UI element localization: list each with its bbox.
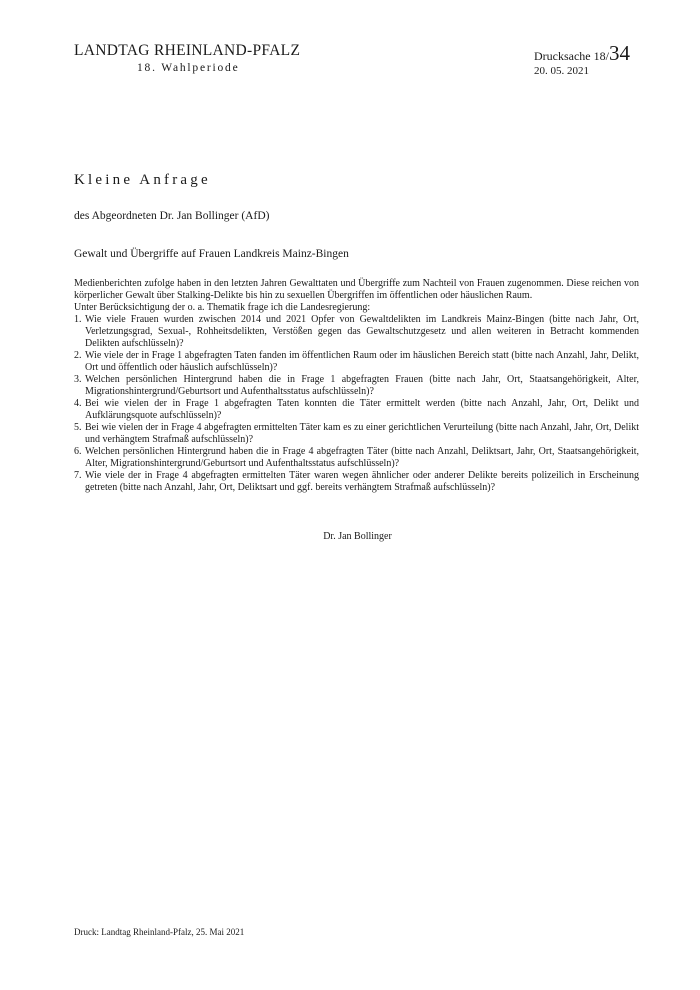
question-text: Welchen persönlichen Hintergrund haben die in Frage 4 abgefragten Täter (bitte nach Anzahl, Deliktsart, Jahr, Ort, Staatsangehörigkeit, Alter, Migrationshintergrund/Geburtsort und Aufenthaltsstatus aufschlüsseln)?	[85, 446, 639, 469]
question-item	[74, 422, 639, 446]
question-item	[74, 314, 639, 350]
question-text: Wie viele der in Frage 1 abgefragten Taten fanden im öffentlichen Raum oder im häuslichen Bereich statt (bitte nach Anzahl, Jahr, Delikt, Ort und öffentlich oder häuslich aufschlüsseln)?	[85, 350, 639, 373]
question-number: 1.	[74, 314, 82, 325]
document-date: 20. 05. 2021	[534, 65, 589, 77]
question-text: Bei wie vielen der in Frage 1 abgefragten Taten konnten die Täter ermittelt werden (bitte nach Anzahl, Jahr, Ort, Delikt und Aufklärungsquote aufschlüsseln)?	[85, 398, 639, 421]
question-text: Bei wie vielen der in Frage 4 abgefragten ermittelten Täter kam es zu einer gerichtlichen Verurteilung (bitte nach Anzahl, Jahr, Ort, Delikt und verhängtem Strafmaß aufschlüsseln)?	[85, 422, 639, 445]
question-item	[74, 470, 639, 494]
document-reference	[534, 41, 630, 77]
question-text: Wie viele der in Frage 4 abgefragten ermittelten Täter waren wegen ähnlicher oder anderer Delikte bereits polizeilich in Erscheinung getreten (bitte nach Anzahl, Jahr, Ort, Deliktsart und ggf. bereits verhängtem Strafmaß aufschlüsseln)?	[85, 470, 639, 493]
print-footer: Druck: Landtag Rheinland-Pfalz, 25. Mai 2021	[74, 927, 245, 937]
intro-paragraph: Medienberichten zufolge haben in den letzten Jahren Gewalttaten und Übergriffe zum Nachteil von Frauen zugenommen. Diese reichen von körperlicher Gewalt über Stalking-Delikte bis hin zu sexuellen Übergriffen im öffentlichen oder häuslichen Raum.	[74, 278, 639, 301]
question-text: Wie viele Frauen wurden zwischen 2014 und 2021 Opfer von Gewaltdelikten im Landkreis Mainz-Bingen (bitte nach Jahr, Ort, Verletzungsgrad, Sexual-, Rohheitsdelikten, Verstößen gegen das Gewaltschutzgesetz und allen weiteren in Betracht kommenden Delikten aufschlüsseln)?	[85, 314, 639, 349]
question-item	[74, 398, 639, 422]
question-number: 2.	[74, 350, 82, 361]
document-type: Kleine Anfrage	[74, 172, 211, 188]
question-item	[74, 350, 639, 374]
question-number: 5.	[74, 422, 82, 433]
question-item	[74, 446, 639, 470]
subject-title: Gewalt und Übergriffe auf Frauen Landkreis Mainz-Bingen	[74, 248, 349, 260]
author-line: des Abgeordneten Dr. Jan Bollinger (AfD)	[74, 210, 270, 222]
document-prefix: Drucksache 18/	[534, 49, 609, 63]
question-list	[74, 314, 639, 494]
legislative-period: 18. Wahlperiode	[137, 62, 240, 74]
document-number: 34	[608, 41, 630, 65]
question-item	[74, 374, 639, 398]
inquiry-body	[74, 278, 639, 494]
question-number: 6.	[74, 446, 82, 457]
document-label	[534, 41, 630, 65]
question-number: 3.	[74, 374, 82, 385]
parliament-name: LANDTAG RHEINLAND-PFALZ	[74, 42, 301, 59]
question-number: 4.	[74, 398, 82, 409]
signature: Dr. Jan Bollinger	[323, 531, 392, 542]
lead-sentence: Unter Berücksichtigung der o. a. Thematik frage ich die Landesregierung:	[74, 302, 371, 313]
question-number: 7.	[74, 470, 82, 481]
question-text: Welchen persönlichen Hintergrund haben die in Frage 1 abgefragten Frauen (bitte nach Jahr, Ort, Staatsangehörigkeit, Alter, Migrationshintergrund/Geburtsort und Aufenthaltsstatus aufschlüsseln)?	[85, 374, 639, 397]
letterhead	[74, 42, 300, 76]
